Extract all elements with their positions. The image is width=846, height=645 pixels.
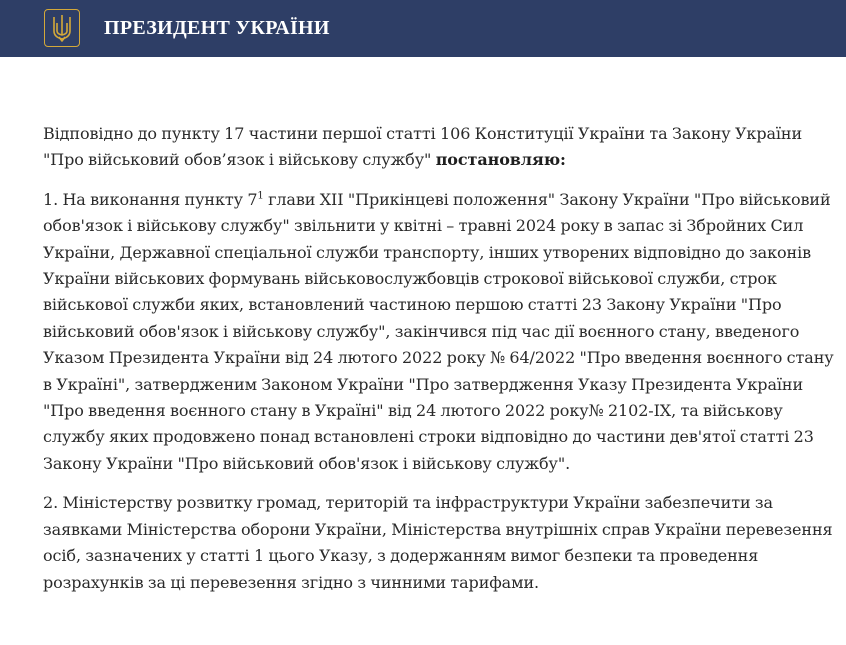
item-1-start: 1. На виконання пункту 7 [43,189,258,209]
item-1-text: глави XII "Прикінцеві положення" Закону України "Про військовий обов'язок і військову службу" звільнити у квітні – травні 2024 року в запас зі Збройних Сил України, Державної спеціальної служби транспорту, інших утворених відповідно до законів України військових формувань військовослужбовців строкової військової служби, строк військової служби яких, встановлений частиною першою статті 23 Закону України "Про військовий обов'язок і військову службу", закінчився під час дії воєнного стану, введеного Указом Президента України від 24 лютого 2022 року № 64/2022 "Про введення воєнного стану в Україні", затвердженим Законом України "Про затвердження Указу Президента України "Про введення воєнного стану в Україні" від 24 лютого 2022 року№ 2102-IX, та військову службу яких продовжено понад встановлені строки відповідно до частини дев'ятої статті 23 Закону України "Про військовий обов'язок і військову службу". [43,189,834,473]
site-header [0,0,846,57]
trident-icon[interactable] [44,9,80,47]
preamble-paragraph [43,121,835,174]
trident-icon-graphic [51,13,73,43]
item-1-paragraph [43,187,835,477]
item-2-paragraph [43,490,835,596]
document-body [43,121,835,609]
item-1-superscript: 1 [257,190,264,202]
header-title[interactable]: ПРЕЗИДЕНТ УКРАЇНИ [104,17,330,39]
preamble-text: Відповідно до пункту 17 частини першої статті 106 Конституції України та Закону України "Про військовий обов’язок і військову службу" [43,124,803,170]
preamble-bold: постановляю: [435,150,566,170]
item-2-text: 2. Міністерству розвитку громад, територій та інфраструктури України забезпечити за заявками Міністерства оборони України, Міністерства внутрішніх справ України перевезення осіб, зазначених у статті 1 цього Указу, з додержанням вимог безпеки та проведення розрахунків за ці перевезення згідно з чинними тарифами. [43,493,833,592]
